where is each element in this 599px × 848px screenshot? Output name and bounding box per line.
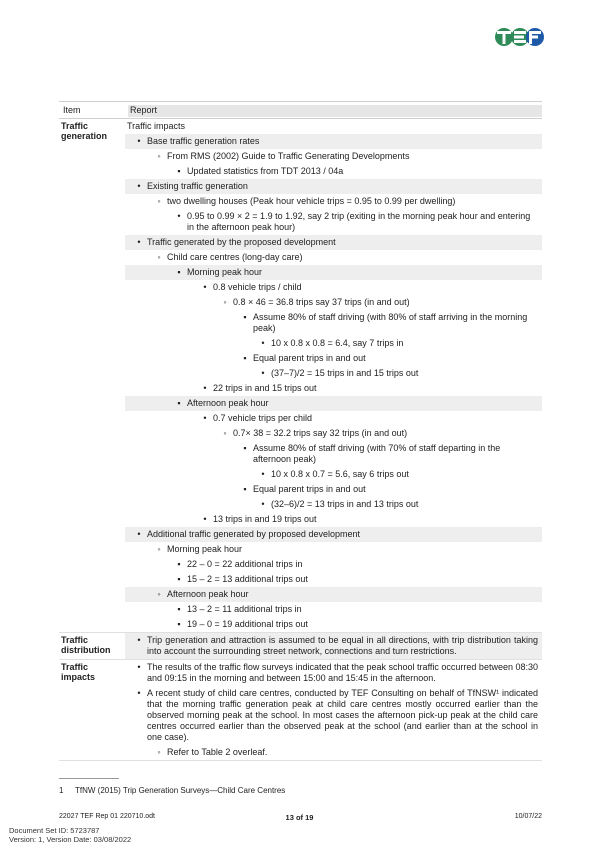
- list-item: [125, 557, 542, 572]
- list-item-text: Morning peak hour: [187, 267, 263, 277]
- list-item-text: Child care centres (long-day care): [167, 252, 303, 262]
- list-item: [125, 572, 542, 587]
- bullet-icon: ◦: [157, 544, 161, 554]
- footnote: [59, 786, 285, 795]
- section-label: Traffic generation: [61, 121, 108, 141]
- list-item-text: Updated statistics from TDT 2013 / 04a: [187, 166, 344, 176]
- bullet-icon: ▪: [177, 398, 181, 408]
- bullet-icon: •: [137, 181, 141, 191]
- list-item: [125, 366, 542, 381]
- list-item-text: Equal parent trips in and out: [253, 484, 366, 494]
- list-item-text: Assume 80% of staff driving (with 80% of staff arriving in the morning peak): [253, 312, 528, 333]
- list-item-text: (37–7)/2 = 15 trips in and 15 trips out: [271, 368, 419, 378]
- footer-page-number: 13 of 19: [285, 813, 314, 822]
- list-item-text: 0.8 vehicle trips / child: [213, 282, 302, 292]
- list-item: [125, 351, 542, 366]
- bullet-icon: ◦: [157, 252, 161, 262]
- list-item: [125, 745, 542, 760]
- bullet-icon: ◦: [157, 151, 161, 161]
- table-section: [59, 119, 542, 633]
- list-item: [125, 686, 542, 745]
- table-body: [59, 119, 542, 761]
- bullet-icon: ◦: [157, 589, 161, 599]
- list-item: [125, 336, 542, 351]
- bullet-icon: •: [203, 514, 207, 524]
- list-item-text: 0.7 vehicle trips per child: [213, 413, 313, 423]
- list-item: [125, 179, 542, 194]
- list-item-text: Existing traffic generation: [147, 181, 248, 191]
- table-section: [59, 660, 542, 761]
- list-item: [125, 250, 542, 265]
- list-item: [125, 310, 542, 336]
- bullet-icon: •: [261, 368, 265, 378]
- bullet-icon: •: [203, 413, 207, 423]
- bullet-icon: •: [261, 469, 265, 479]
- header-report: Report: [130, 105, 158, 115]
- footnote-number: 1: [59, 786, 64, 795]
- list-item-text: Morning peak hour: [167, 544, 243, 554]
- list-item-text: (32–6)/2 = 13 trips in and 13 trips out: [271, 499, 419, 509]
- section-label: Traffic distribution: [61, 635, 111, 655]
- list-item-text: Traffic generated by the proposed development: [147, 237, 336, 247]
- list-item: [125, 149, 542, 164]
- list-item-text: 10 x 0.8 x 0.7 = 5.6, say 6 trips out: [271, 469, 409, 479]
- footnote-separator: [59, 778, 119, 779]
- list-item: [125, 527, 542, 542]
- bullet-icon: ▪: [243, 353, 247, 363]
- list-item: [125, 164, 542, 179]
- list-item: [125, 467, 542, 482]
- bullet-icon: ▪: [177, 559, 181, 569]
- list-item-text: 0.95 to 0.99 × 2 = 1.9 to 1.92, say 2 trip (exiting in the morning peak hour and entering in the afternoon peak hour): [187, 211, 531, 232]
- bullet-icon: ▪: [177, 267, 181, 277]
- list-item: [125, 617, 542, 632]
- list-item: [125, 497, 542, 512]
- list-item: [125, 512, 542, 527]
- list-item: [125, 209, 542, 235]
- list-item-text: Traffic impacts: [127, 121, 186, 131]
- document-set-id: Document Set ID: 5723787: [9, 826, 100, 835]
- list-item-text: 22 – 0 = 22 additional trips in: [187, 559, 303, 569]
- list-item: [125, 265, 542, 280]
- list-item-text: 0.8 × 46 = 36.8 trips say 37 trips (in and out): [233, 297, 410, 307]
- list-item: [125, 660, 542, 686]
- bullet-icon: •: [137, 529, 141, 539]
- list-item-text: 22 trips in and 15 trips out: [213, 383, 317, 393]
- bullet-icon: ▪: [177, 619, 181, 629]
- section-label: Traffic impacts: [61, 662, 96, 682]
- list-item: [125, 381, 542, 396]
- bullet-icon: ▪: [177, 574, 181, 584]
- list-item-text: 15 – 2 = 13 additional trips out: [187, 574, 308, 584]
- list-item-text: Afternoon peak hour: [167, 589, 249, 599]
- tef-logo: [493, 26, 545, 48]
- table-section: [59, 633, 542, 660]
- list-item-text: Base traffic generation rates: [147, 136, 260, 146]
- table-header: [59, 101, 542, 119]
- list-item: [125, 587, 542, 602]
- list-item: [125, 542, 542, 557]
- bullet-icon: ◦: [157, 196, 161, 206]
- list-item: [125, 280, 542, 295]
- bullet-icon: •: [137, 635, 141, 645]
- bullet-icon: •: [261, 338, 265, 348]
- bullet-icon: ▪: [243, 484, 247, 494]
- bullet-icon: ◦: [223, 297, 227, 307]
- list-item: [125, 235, 542, 250]
- list-item-text: 13 trips in and 19 trips out: [213, 514, 317, 524]
- list-item: [125, 426, 542, 441]
- footer-date: 10/07/22: [514, 813, 542, 820]
- list-item-text: A recent study of child care centres, conducted by TEF Consulting on behalf of TfNSW¹ indicated that the morning traffic generation peak at child care centres mostly occurred earlier than the observed morning peak at the school. In most cases the afternoon pick-up peak at the child care centres occurred earlier than the observed peak at the school (and earlier than at the school in one case).: [147, 688, 538, 742]
- bullet-icon: ▪: [177, 166, 181, 176]
- list-item-text: 0.7× 38 = 32.2 trips say 32 trips (in and out): [233, 428, 408, 438]
- list-item: [125, 295, 542, 310]
- bullet-icon: ◦: [157, 747, 161, 757]
- bullet-icon: •: [137, 237, 141, 247]
- bullet-icon: ▪: [243, 312, 247, 322]
- list-item: [125, 119, 542, 134]
- list-item-text: 10 x 0.8 x 0.8 = 6.4, say 7 trips in: [271, 338, 404, 348]
- header-item: Item: [63, 105, 81, 115]
- bullet-icon: •: [137, 662, 141, 672]
- bullet-icon: •: [203, 282, 207, 292]
- list-item: [125, 633, 542, 659]
- list-item-text: Refer to Table 2 overleaf.: [167, 747, 268, 757]
- report-table: [59, 101, 542, 761]
- list-item-text: two dwelling houses (Peak hour vehicle trips = 0.95 to 0.99 per dwelling): [167, 196, 456, 206]
- list-item: [125, 602, 542, 617]
- bullet-icon: ▪: [243, 443, 247, 453]
- bullet-icon: •: [137, 688, 141, 698]
- list-item: [125, 134, 542, 149]
- list-item: [125, 482, 542, 497]
- list-item-text: Assume 80% of staff driving (with 70% of staff departing in the afternoon peak): [253, 443, 501, 464]
- list-item: [125, 411, 542, 426]
- list-item-text: From RMS (2002) Guide to Traffic Generating Developments: [167, 151, 410, 161]
- list-item-text: The results of the traffic flow surveys indicated that the peak school traffic occurred between 08:30 and 09:15 in the morning and between 15:00 and 15:45 in the afternoon.: [147, 662, 538, 683]
- document-id: [9, 826, 131, 844]
- bullet-icon: ◦: [223, 428, 227, 438]
- footer-filename: 22027 TEF Rep 01 220710.odt: [59, 813, 156, 820]
- list-item-text: Afternoon peak hour: [187, 398, 269, 408]
- list-item-text: 19 – 0 = 19 additional trips out: [187, 619, 308, 629]
- bullet-icon: ▪: [177, 604, 181, 614]
- list-item-text: Additional traffic generated by proposed development: [147, 529, 360, 539]
- footnote-text: TfNW (2015) Trip Generation Surveys—Child Care Centres: [75, 786, 286, 795]
- list-item-text: Trip generation and attraction is assumed to be equal in all directions, with trip distribution taking into account the surrounding street network, connections and turn restrictions.: [147, 635, 538, 656]
- bullet-icon: •: [203, 383, 207, 393]
- list-item: [125, 194, 542, 209]
- document-version: Version: 1, Version Date: 03/08/2022: [9, 835, 132, 844]
- list-item-text: Equal parent trips in and out: [253, 353, 366, 363]
- list-item-text: 13 – 2 = 11 additional trips in: [187, 604, 302, 614]
- list-item: [125, 396, 542, 411]
- bullet-icon: •: [177, 211, 181, 221]
- list-item: [125, 441, 542, 467]
- bullet-icon: •: [261, 499, 265, 509]
- bullet-icon: •: [137, 136, 141, 146]
